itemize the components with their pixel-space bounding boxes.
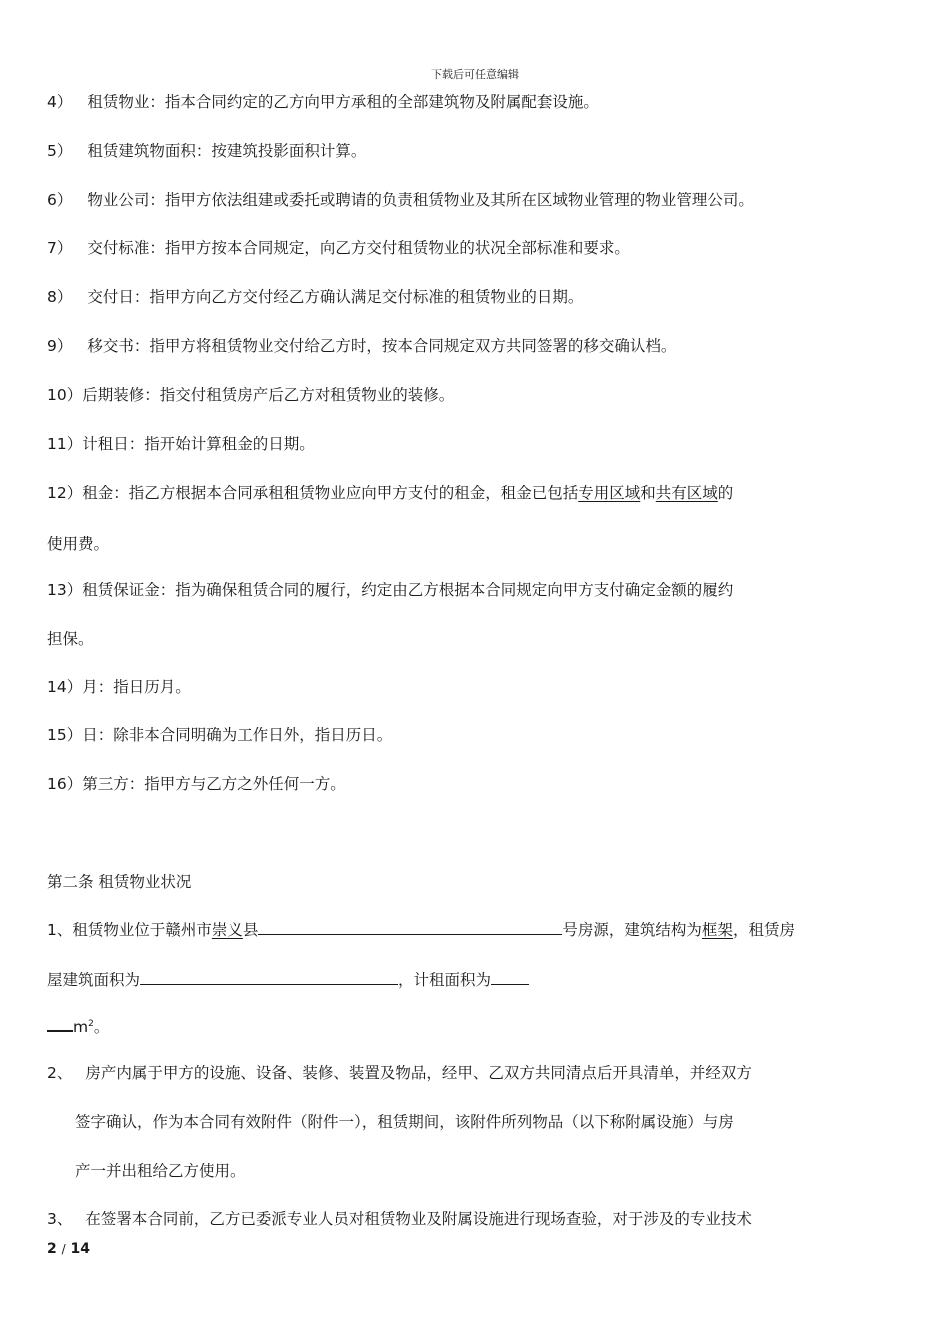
article-2-title: 第二条 租赁物业状况 bbox=[47, 873, 192, 891]
definition-9 bbox=[47, 334, 676, 358]
rent-area-blank[interactable] bbox=[491, 966, 529, 985]
page-number bbox=[47, 1241, 90, 1257]
definition-text: 租赁建筑物面积：按建筑投影面积计算。 bbox=[87, 142, 367, 160]
rent-area-label: ，计租面积为 bbox=[398, 971, 492, 989]
definition-13-line2: 担保。 bbox=[47, 630, 94, 648]
article-2-item-2-line1 bbox=[47, 1061, 752, 1085]
definition-7 bbox=[47, 236, 630, 260]
definition-number: 8） bbox=[47, 288, 73, 306]
definition-14: 14）月：指日历月。 bbox=[47, 678, 191, 696]
definition-4 bbox=[47, 90, 599, 114]
definition-text: 后期装修：指交付租赁房产后乙方对租赁物业的装修。 bbox=[82, 386, 455, 404]
definition-16: 16）第三方：指甲方与乙方之外任何一方。 bbox=[47, 775, 346, 793]
article-2-item-1-line3 bbox=[47, 1012, 109, 1039]
definition-8 bbox=[47, 285, 583, 309]
item-number: 3、 bbox=[47, 1210, 73, 1228]
private-area-term: 专用区域 bbox=[578, 484, 641, 502]
house-number-blank[interactable] bbox=[258, 916, 562, 935]
article-2-item-2-line3: 产一并出租给乙方使用。 bbox=[75, 1162, 246, 1180]
definition-10 bbox=[47, 383, 454, 407]
definition-text: 移交书：指甲方将租赁物业交付给乙方时，按本合同规定双方共同签署的移交确认档。 bbox=[87, 337, 677, 355]
definition-12-mid: 和 bbox=[640, 484, 656, 502]
item-number: 2、 bbox=[47, 1064, 73, 1082]
page-header: 下载后可任意编辑 bbox=[431, 68, 519, 81]
definition-number: 6） bbox=[47, 191, 73, 209]
structure-type: 框架 bbox=[701, 921, 733, 939]
definition-15: 15）日：除非本合同明确为工作日外，指日历日。 bbox=[47, 726, 393, 744]
sentence-end: 。 bbox=[93, 1018, 110, 1037]
definition-12-prefix: 12）租金：指乙方根据本合同承租租赁物业应向甲方支付的租金，租金已包括 bbox=[47, 484, 579, 502]
definition-11 bbox=[47, 432, 315, 456]
total-pages: 14 bbox=[70, 1241, 91, 1257]
definition-number: 4） bbox=[47, 93, 73, 111]
item-2-text: 房产内属于甲方的设施、设备、装修、装置及物品，经甲、乙双方共同清点后开具清单，并经双方 bbox=[85, 1064, 752, 1082]
building-area-blank[interactable] bbox=[140, 966, 398, 985]
definition-12-line2: 使用费。 bbox=[47, 535, 110, 553]
article-2-item-2-line2: 签字确认，作为本合同有效附件（附件一），租赁期间，该附件所列物品（以下称附属设施）与房 bbox=[75, 1113, 734, 1131]
definition-6 bbox=[47, 188, 754, 212]
county-suffix: 县 bbox=[242, 921, 259, 939]
page-separator: / bbox=[61, 1242, 66, 1256]
article-2-item-1-line2 bbox=[47, 966, 529, 992]
rental-house-prefix: ，租赁房 bbox=[732, 921, 795, 939]
definition-number: 5） bbox=[47, 142, 73, 160]
definition-13-line1: 13）租赁保证金：指为确保租赁合同的履行，约定由乙方根据本合同规定向甲方支付确定金额的履约 bbox=[47, 581, 734, 599]
rent-area-blank-cont[interactable] bbox=[47, 1012, 73, 1032]
current-page: 2 bbox=[47, 1241, 57, 1257]
definition-number: 7） bbox=[47, 239, 73, 257]
definition-text: 计租日：指开始计算租金的日期。 bbox=[82, 435, 315, 453]
definition-text: 交付标准：指甲方按本合同规定，向乙方交付租赁物业的状况全部标准和要求。 bbox=[87, 239, 630, 257]
structure-prefix: 号房源，建筑结构为 bbox=[562, 921, 702, 939]
definition-text: 租赁物业：指本合同约定的乙方向甲方承租的全部建筑物及附属配套设施。 bbox=[87, 93, 599, 111]
shared-area-term: 共有区域 bbox=[655, 484, 718, 502]
definition-number: 11） bbox=[47, 435, 83, 453]
definition-text: 物业公司：指甲方依法组建或委托或聘请的负责租赁物业及其所在区域物业管理的物业管理公司。 bbox=[87, 191, 754, 209]
location-prefix: 1、租赁物业位于赣州市 bbox=[47, 921, 212, 939]
definition-5 bbox=[47, 139, 366, 163]
article-2-item-3-line1 bbox=[47, 1207, 752, 1231]
definition-number: 10） bbox=[47, 386, 83, 404]
article-2-item-1-line1 bbox=[47, 916, 795, 942]
definition-12-suffix: 的 bbox=[717, 484, 734, 502]
definition-number: 9） bbox=[47, 337, 73, 355]
building-area-label: 屋建筑面积为 bbox=[47, 971, 141, 989]
county-name: 崇义 bbox=[211, 921, 243, 939]
area-unit-superscript: 2 bbox=[88, 1019, 94, 1029]
area-unit: m bbox=[73, 1018, 89, 1037]
item-3-text: 在签署本合同前，乙方已委派专业人员对租赁物业及附属设施进行现场查验，对于涉及的专业技术 bbox=[85, 1210, 752, 1228]
definition-text: 交付日：指甲方向乙方交付经乙方确认满足交付标准的租赁物业的日期。 bbox=[87, 288, 584, 306]
definition-12-line1 bbox=[47, 481, 733, 505]
